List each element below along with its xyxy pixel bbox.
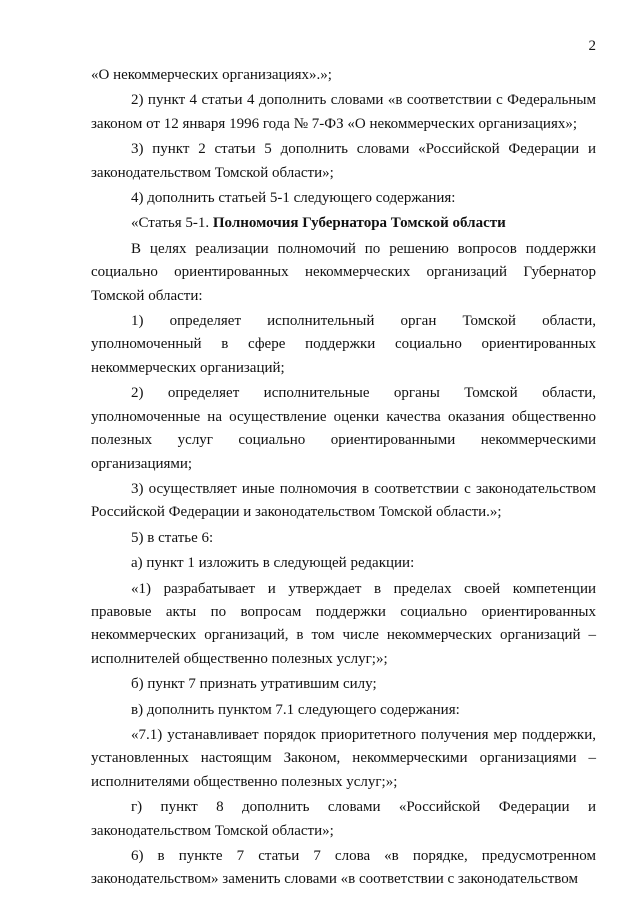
paragraph-8: 2) определяет исполнительные органы Томской области, уполномоченные на осуществление оценки качества оказания общественно полезных услуг социально ориентированными некоммерческими организациями; <box>91 385 596 472</box>
paragraph-2: 2) пункт 4 статьи 4 дополнить словами «в соответствии с Федеральным законом от 12 января 1996 года № 7-ФЗ «О некоммерческих организациях»; <box>91 92 596 132</box>
paragraph-3: 3) пункт 2 статьи 5 дополнить словами «Российской Федерации и законодательством Томской области»; <box>91 141 596 181</box>
paragraph-11: а) пункт 1 изложить в следующей редакции: <box>131 555 415 572</box>
page-number: 2 <box>588 38 596 54</box>
paragraph-17: 6) в пункте 7 статьи 7 слова «в порядке, предусмотренном законодательством» заменить словами «в соответствии с законодательством <box>91 848 596 888</box>
article-heading-title: Полномочия Губернатора Томской области <box>212 215 506 232</box>
paragraph-9: 3) осуществляет иные полномочия в соответствии с законодательством Российской Федерации и законодательством Томской области.»; <box>91 480 596 521</box>
article-heading <box>91 212 596 235</box>
paragraph-14: в) дополнить пунктом 7.1 следующего содержания: <box>131 701 460 718</box>
paragraph-12: «1) разрабатывает и утверждает в пределах своей компетенции правовые акты по вопросам поддержки социально ориентированных некоммерческих организаций, в том числе некоммерческих организаций – исполнителей общественно полезных услуг;»; <box>91 580 596 667</box>
paragraph-16: г) пункт 8 дополнить словами «Российской Федерации и законодательством Томской области»; <box>91 799 596 839</box>
paragraph-1: «О некоммерческих организациях».»; <box>91 67 332 83</box>
article-heading-prefix: «Статья 5-1. <box>131 215 213 232</box>
paragraph-10: 5) в статье 6: <box>131 529 214 546</box>
paragraph-7: 1) определяет исполнительный орган Томской области, уполномоченный в сфере поддержки социально ориентированных некоммерческих организаций; <box>91 313 596 376</box>
document-body <box>91 64 596 892</box>
paragraph-13: б) пункт 7 признать утратившим силу; <box>131 676 377 693</box>
paragraph-6: В целях реализации полномочий по решению вопросов поддержки социально ориентированных некоммерческих организаций Губернатор Томской области: <box>91 240 596 304</box>
paragraph-4: 4) дополнить статьей 5-1 следующего содержания: <box>131 190 456 207</box>
paragraph-15: «7.1) устанавливает порядок приоритетного получения мер поддержки, установленных настоящим Законом, некоммерческими организациями – исполнителями общественно полезных услуг;»; <box>91 726 596 790</box>
